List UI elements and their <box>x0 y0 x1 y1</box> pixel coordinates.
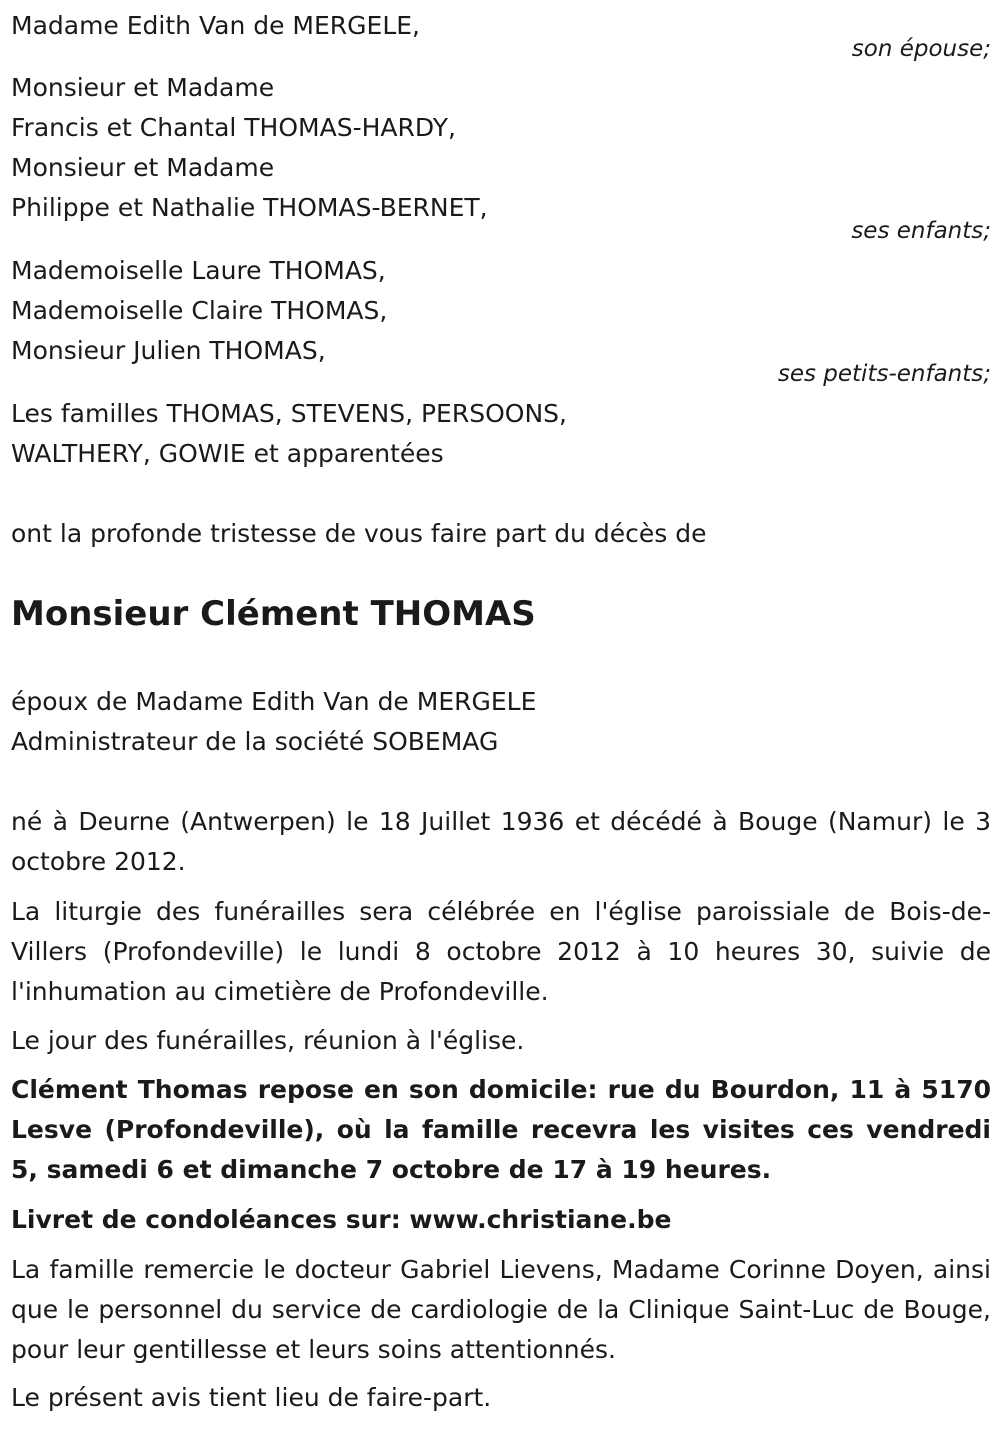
condolences-paragraph: Livret de condoléances sur: www.christiane.be <box>11 1205 672 1234</box>
notice-paragraph: Le présent avis tient lieu de faire-part. <box>11 1383 492 1412</box>
child-line-1: Monsieur et Madame <box>11 73 275 102</box>
deceased-name: Monsieur Clément THOMAS <box>11 594 536 634</box>
announcement-text: ont la profonde tristesse de vous faire part du décès de <box>11 519 707 548</box>
deceased-profession-detail: Administrateur de la société SOBEMAG <box>11 727 499 756</box>
liturgy-paragraph: La liturgie des funérailles sera célébrée en l'église paroissiale de Bois-de-Villers (Profondeville) le lundi 8 octobre 2012 à 10 heures 30, suivie de l'inhumation au cimetière de Profondeville. <box>11 897 991 1006</box>
deceased-spouse-detail: époux de Madame Edith Van de MERGELE <box>11 687 537 716</box>
grandchild-line-2: Mademoiselle Claire THOMAS, <box>11 296 388 325</box>
thanks-paragraph: La famille remercie le docteur Gabriel Lievens, Madame Corinne Doyen, ainsi que le personnel du service de cardiologie de la Clinique Saint-Luc de Bouge, pour leur gentillesse et leurs soins attentionnés. <box>11 1255 991 1364</box>
families-line-1: Les familles THOMAS, STEVENS, PERSOONS, <box>11 399 567 428</box>
child-line-4: Philippe et Nathalie THOMAS-BERNET, <box>11 193 488 222</box>
families-line-2: WALTHERY, GOWIE et apparentées <box>11 439 444 468</box>
child-line-2: Francis et Chantal THOMAS-HARDY, <box>11 113 456 142</box>
reunion-paragraph: Le jour des funérailles, réunion à l'église. <box>11 1026 525 1055</box>
grandchildren-role: ses petits-enfants; <box>777 361 991 387</box>
spouse-name: Madame Edith Van de MERGELE, <box>11 11 421 40</box>
child-line-3: Monsieur et Madame <box>11 153 275 182</box>
spouse-role: son épouse; <box>851 36 991 62</box>
domicile-paragraph: Clément Thomas repose en son domicile: rue du Bourdon, 11 à 5170 Lesve (Profondeville), où la famille recevra les visites ces vendredi 5, samedi 6 et dimanche 7 octobre de 17 à 19 heures. <box>11 1075 991 1184</box>
birth-death-paragraph: né à Deurne (Antwerpen) le 18 Juillet 1936 et décédé à Bouge (Namur) le 3 octobre 2012. <box>11 807 991 876</box>
children-role: ses enfants; <box>851 218 991 244</box>
grandchild-line-1: Mademoiselle Laure THOMAS, <box>11 256 386 285</box>
grandchild-line-3: Monsieur Julien THOMAS, <box>11 336 326 365</box>
